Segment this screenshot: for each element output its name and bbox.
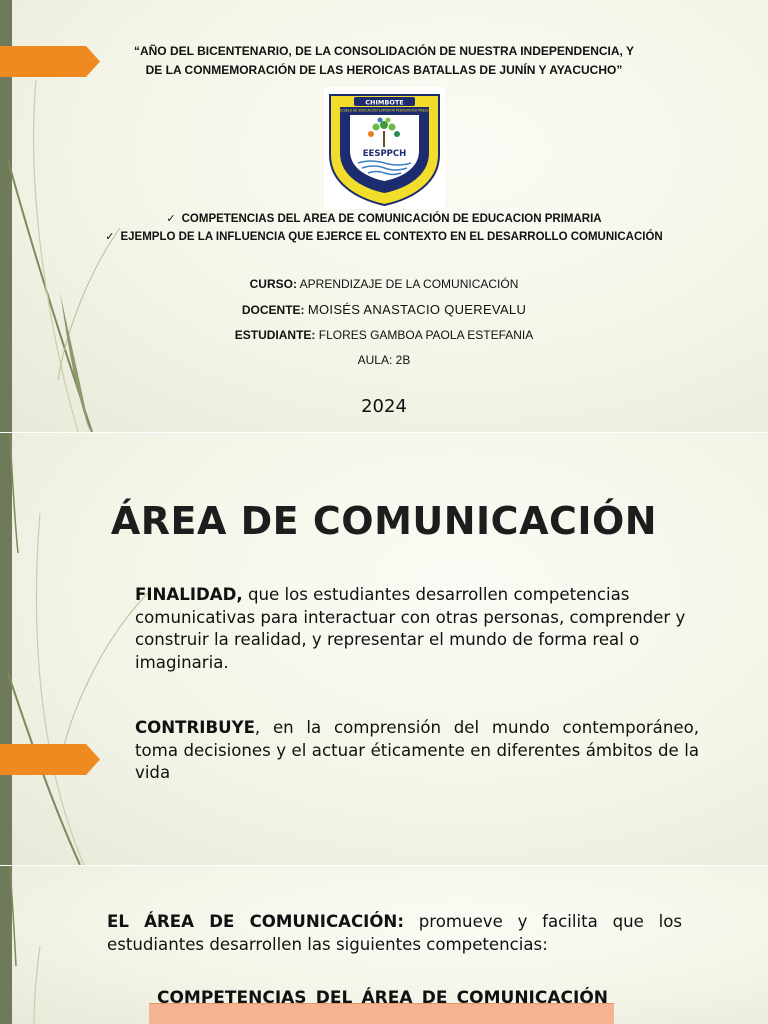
- slide-title: ÁREA DE COMUNICACIÓN: [110, 499, 658, 543]
- course-value: APRENDIZAJE DE LA COMUNICACIÓN: [299, 277, 519, 291]
- teacher-line: [0, 302, 768, 317]
- checklist-item-text: COMPETENCIAS DEL AREA DE COMUNICACIÓN DE EDUCACION PRIMARIA: [181, 213, 602, 225]
- logo-name: EESPPCH: [362, 149, 407, 159]
- contribuye-paragraph: [135, 717, 699, 785]
- contribuye-text: , en la comprensión del mundo contemporáneo, toma decisiones y el actuar éticamente en diferentes ámbitos de la vida: [135, 718, 699, 783]
- national-year-motto: [0, 42, 768, 80]
- course-label: CURSO:: [249, 277, 297, 291]
- checklist-item: [0, 210, 768, 228]
- school-logo: [324, 87, 445, 209]
- student-label: ESTUDIANTE:: [234, 328, 316, 342]
- contribuye-label: CONTRIBUYE: [135, 718, 255, 737]
- logo-ring-text: ESCUELA DE EDUCACIÓN SUPERIOR PEDAGÓGICA PÚBLICA: [337, 108, 432, 113]
- competencias-heading: COMPETENCIAS DEL ÁREA DE COMUNICACIÓN: [157, 988, 608, 1008]
- slide-area-comunicacion: [0, 433, 768, 865]
- course-line: [0, 277, 768, 291]
- checklist-item: [0, 228, 768, 246]
- motto-line-2: DE LA CONMEMORACIÓN DE LAS HEROICAS BATALLAS DE JUNÍN Y AYACUCHO”: [145, 63, 623, 77]
- decorative-swoosh: [0, 433, 150, 865]
- checkmark-icon: ✓: [105, 230, 115, 243]
- checkmark-icon: ✓: [166, 212, 176, 225]
- intro-label: EL ÁREA DE COMUNICACIÓN:: [107, 912, 404, 931]
- finalidad-label: FINALIDAD,: [135, 585, 243, 604]
- slide-cover: [0, 0, 768, 432]
- cover-topic-checklist: [0, 210, 768, 246]
- area-intro-paragraph: [107, 910, 682, 956]
- slide-competencias: [0, 866, 768, 1024]
- classroom-line: AULA: 2B: [357, 353, 411, 367]
- teacher-value: MOISÉS ANASTACIO QUEREVALU: [307, 302, 527, 317]
- intro-text: promueve y facilita que los estudiantes desarrollen las siguientes competencias:: [107, 912, 683, 954]
- logo-top-text: CHIMBOTE: [365, 98, 404, 107]
- finalidad-paragraph: [135, 584, 699, 675]
- year-label: 2024: [361, 396, 407, 417]
- decorative-swoosh: [0, 866, 80, 1024]
- motto-line-1: “AÑO DEL BICENTENARIO, DE LA CONSOLIDACIÓN DE NUESTRA INDEPENDENCIA, Y: [133, 44, 635, 58]
- student-line: [0, 328, 768, 342]
- student-value: FLORES GAMBOA PAOLA ESTEFANIA: [318, 328, 534, 342]
- finalidad-text: que los estudiantes desarrollen competencias comunicativas para interactuar con otras personas, comprender y construir la realidad, y representar el mundo de forma real o imaginaria.: [135, 585, 686, 673]
- teacher-label: DOCENTE:: [241, 303, 305, 317]
- checklist-item-text: EJEMPLO DE LA INFLUENCIA QUE EJERCE EL CONTEXTO EN EL DESARROLLO COMUNICACIÓN: [120, 231, 663, 243]
- orange-tab-marker: [0, 744, 100, 775]
